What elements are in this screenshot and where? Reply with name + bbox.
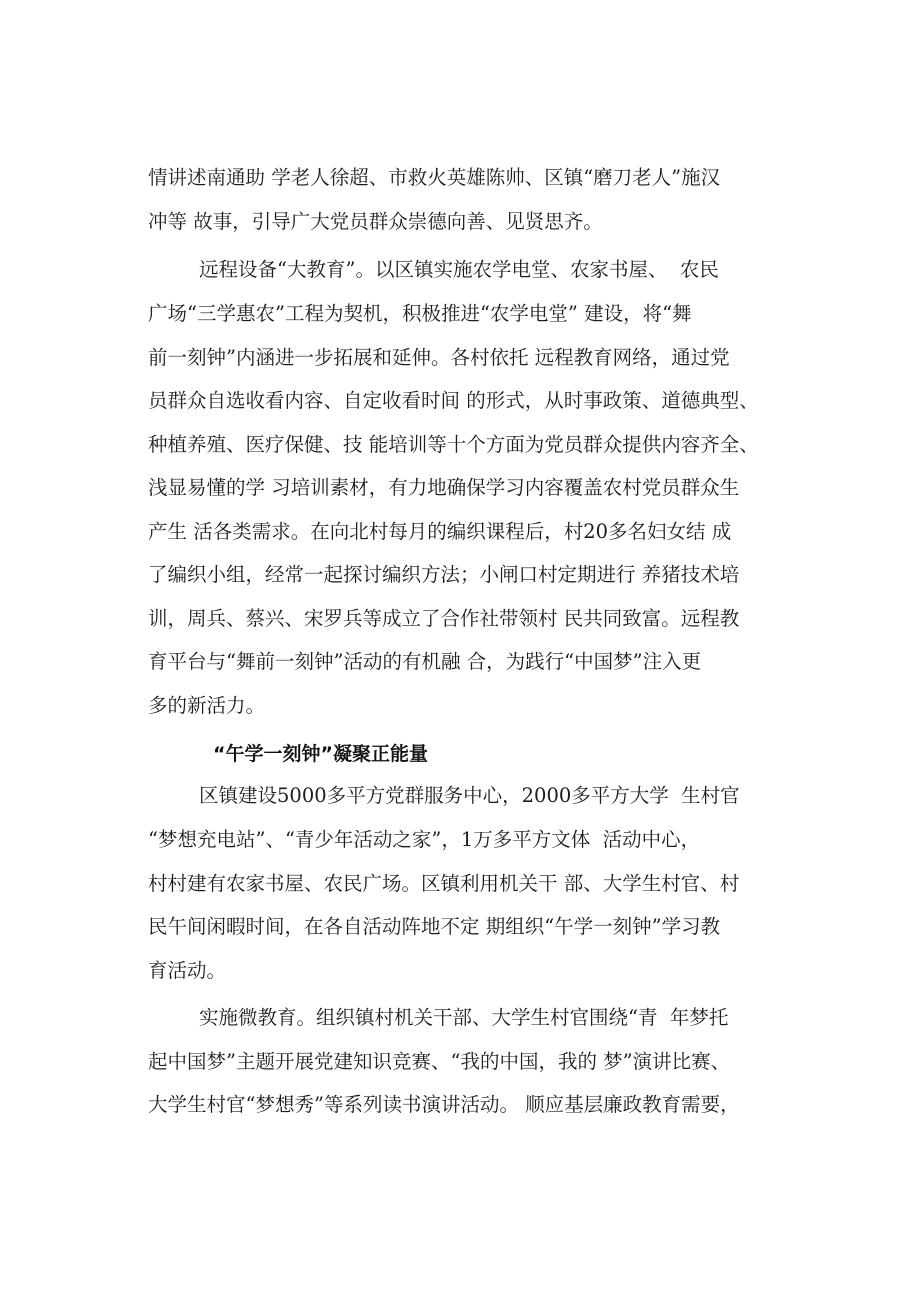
paragraph-1-line-1: 情讲述南通助 学老人徐超、市救火英雄陈帅、区镇“磨刀老人”施汉 (148, 166, 721, 189)
paragraph-2-line-10: 育平台与“舞前一刻钟”活动的有机融 合，为践行“中国梦”注入更 (148, 650, 702, 673)
paragraph-4-line-1: 实施微教育。组织镇村机关干部、大学生村官围绕“青 年梦托 (199, 1006, 729, 1029)
paragraph-3-line-2: “梦想充电站”、“青少年活动之家”，1万多平方文体 活动中心， (148, 828, 701, 851)
paragraph-2-line-6: 浅显易懂的学 习培训素材，有力地确保学习内容覆盖农村党员群众生 (148, 476, 740, 499)
paragraph-4-line-2: 起中国梦”主题开展党建知识竞赛、“我的中国，我的 梦”演讲比赛、 (148, 1050, 731, 1073)
paragraph-2-line-2: 广场“三学惠农”工程为契机，积极推进“农学电堂” 建设，将“舞 (148, 302, 692, 325)
paragraph-2-line-7: 产生 活各类需求。在向北村每月的编织课程后，村20多名妇女结 成 (148, 520, 732, 543)
paragraph-3-line-5: 育活动。 (148, 959, 227, 982)
paragraph-2-line-3: 前一刻钟”内涵进一步拓展和延伸。各村依托 远程教育网络，通过党 (148, 346, 730, 369)
paragraph-2-line-11: 多的新活力。 (148, 694, 266, 717)
paragraph-3-line-1: 区镇建设5000多平方党群服务中心，2000多平方大学 生村官 (199, 784, 740, 807)
paragraph-2-line-4: 员群众自选收看内容、自定收看时间 的形式，从时事政策、道德典型、 (148, 389, 759, 412)
paragraph-3-line-3: 村村建有农家书屋、农民广场。区镇利用机关干 部、大学生村官、村 (148, 872, 740, 895)
paragraph-2-line-8: 了编织小组，经常一起探讨编织方法；小闸口村定期进行 养猪技术培 (148, 563, 740, 586)
paragraph-2-line-1: 远程设备“大教育”。以区镇实施农学电堂、农家书屋、 农民 (199, 258, 719, 281)
paragraph-4-line-3: 大学生村官“梦想秀”等系列读书演讲活动。 顺应基层廉政教育需要， (148, 1093, 740, 1116)
section-heading: “午学一刻钟”凝聚正能量 (213, 743, 428, 765)
paragraph-3-line-4: 民午间闲暇时间，在各自活动阵地不定 期组织“午学一刻钟”学习教 (148, 915, 721, 938)
paragraph-1-line-2: 冲等 故事，引导广大党员群众崇德向善、见贤思齐。 (148, 210, 603, 233)
paragraph-2-line-9: 训，周兵、蔡兴、宋罗兵等成立了合作社带领村 民共同致富。远程教 (148, 607, 740, 630)
paragraph-2-line-5: 种植养殖、医疗保健、技 能培训等十个方面为党员群众提供内容齐全、 (148, 433, 759, 456)
